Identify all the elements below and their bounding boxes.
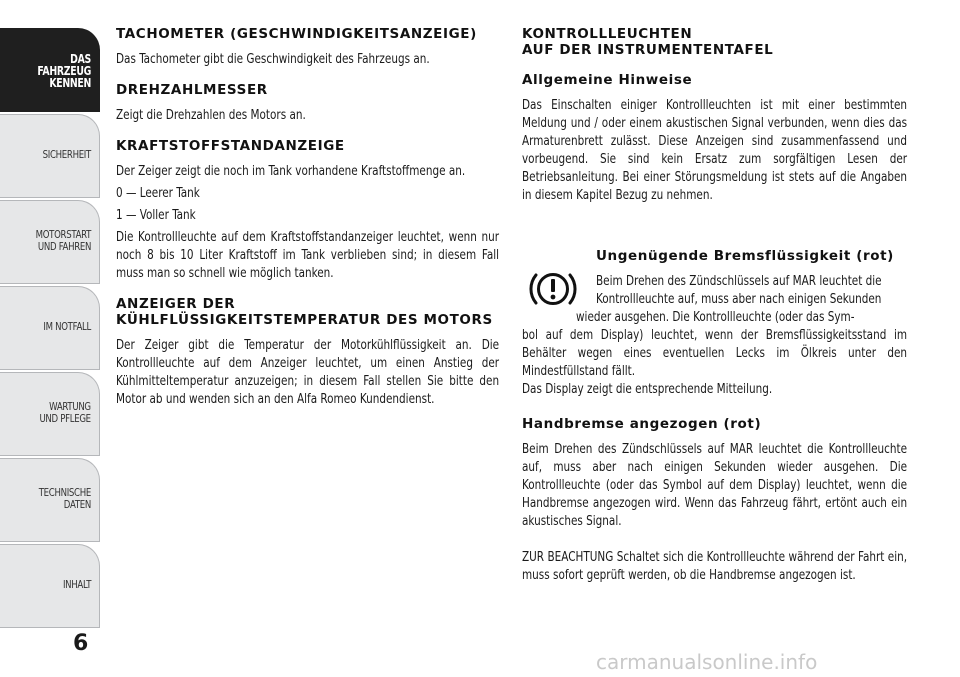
brake-fluid-section xyxy=(522,248,908,398)
general-notes-text: Das Einschalten einiger Kontrollleuchten ist mit einer bestimmten Meldung und / oder einem akustischen Signal verbunden, wenn dies das Armaturenbrett zulässt. Diese Anzeigen sind zusammenfassend und vorbeugend. Sie sind kein Ersatz zum sorgfältigen Lesen der Betriebsanleitung. Bei einer Störungsmeldung ist stets auf die Angaben in diesem Kapitel Bezug zu nehmen. xyxy=(522,97,908,203)
brake-fluid-text-4: bol auf dem Display) leuchtet, wenn der Bremsflüssigkeitsstand im Behälter wegen eines eventuellen Lecks im Ölkreis unter den Mindestfüllstand fällt. xyxy=(522,327,908,379)
fuel-text: Der Zeiger zeigt die noch im Tank vorhandene Kraftstoffmenge an. xyxy=(116,163,466,179)
tab-technische-daten[interactable] xyxy=(0,458,100,542)
left-column xyxy=(116,26,500,408)
handbrake-note: ZUR BEACHTUNG Schaltet sich die Kontrollleuchte während der Fahrt ein, muss sofort geprüft werden, ob die Handbremse angezogen ist. xyxy=(522,549,908,583)
handbrake-heading: Handbremse angezogen (rot) xyxy=(522,416,762,432)
tab-sicherheit[interactable] xyxy=(0,114,100,198)
rpm-heading: DREHZAHLMESSER xyxy=(116,82,268,98)
handbrake-text: Beim Drehen des Zündschlüssels auf MAR leuchtet die Kontrollleuchte auf, muss aber nach einigen Sekunden wieder ausgehen. Die Kontrollleuchte (oder das Symbol auf dem Display) leuchtet, wenn die Handbremse angezogen wird. Wenn das Fahrzeug fährt, ertönt auch ein akustisches Signal. xyxy=(522,441,908,529)
coolant-temp-text: Der Zeiger gibt die Temperatur der Motorkühlflüssigkeit an. Die Kontrollleuchte auf dem Anzeiger leuchtet, um einen Anstieg der Kühlmitteltemperatur anzuzeigen; in diesem Fall stellen Sie bitte den Motor ab und wenden sich an den Alfa Romeo Kundendienst. xyxy=(116,337,500,407)
tab-label: DAS FAHRZEUG KENNEN xyxy=(37,52,91,90)
fuel-warning-text: Die Kontrollleuchte auf dem Kraftstoffstandanzeiger leuchtet, wenn nur noch 8 bis 10 Liter Kraftstoff im Tank verblieben sind; in diesem Fall muss man so schnell wie möglich tanken. xyxy=(116,229,500,281)
tab-im-notfall[interactable] xyxy=(0,286,100,370)
brake-fluid-text-5: Das Display zeigt die entsprechende Mitteilung. xyxy=(522,381,773,397)
tachometer-heading: TACHOMETER (GESCHWINDIGKEITSANZEIGE) xyxy=(116,26,477,42)
tab-das-fahrzeug-kennen[interactable] xyxy=(0,28,100,112)
brake-fluid-text-2: Kontrollleuchte auf, muss aber nach einigen Sekunden xyxy=(596,291,882,307)
tab-label: MOTORSTART UND FAHREN xyxy=(35,228,91,253)
tachometer-text: Das Tachometer gibt die Geschwindigkeit des Fahrzeugs an. xyxy=(116,51,430,67)
tab-label: SICHERHEIT xyxy=(42,148,91,161)
fuel-empty: 0 — Leerer Tank xyxy=(116,185,200,201)
brake-fluid-heading: Ungenügende Bremsflüssigkeit (rot) xyxy=(596,248,894,264)
coolant-temp-heading: ANZEIGER DER KÜHLFLÜSSIGKEITSTEMPERATUR DES MOTORS xyxy=(116,296,493,328)
rpm-text: Zeigt die Drehzahlen des Motors an. xyxy=(116,107,306,123)
general-notes-heading: Allgemeine Hinweise xyxy=(522,72,693,88)
tab-wartung-und-pflege[interactable] xyxy=(0,372,100,456)
fuel-heading: KRAFTSTOFFSTANDANZEIGE xyxy=(116,138,345,154)
tab-label: TECHNISCHE DATEN xyxy=(38,486,91,511)
right-column xyxy=(522,26,908,584)
tab-label: WARTUNG UND PFLEGE xyxy=(39,400,91,425)
warning-lights-heading-line2: AUF DER INSTRUMENTENTAFEL xyxy=(522,42,774,58)
tab-inhalt[interactable] xyxy=(0,544,100,628)
brake-warning-icon xyxy=(526,262,580,316)
watermark: carmanualsonline.info xyxy=(596,650,818,674)
brake-fluid-text-1: Beim Drehen des Zündschlüssels auf MAR leuchtet die xyxy=(596,273,882,289)
tab-motorstart-und-fahren[interactable] xyxy=(0,200,100,284)
warning-lights-heading-line1: KONTROLLLEUCHTEN xyxy=(522,26,693,42)
tab-label: IM NOTFALL xyxy=(43,320,91,333)
brake-fluid-text-3: wieder ausgehen. Die Kontrollleuchte (oder das Sym- xyxy=(576,309,855,325)
tab-label: INHALT xyxy=(62,578,91,591)
page-number: 6 xyxy=(73,631,89,656)
fuel-full: 1 — Voller Tank xyxy=(116,207,196,223)
